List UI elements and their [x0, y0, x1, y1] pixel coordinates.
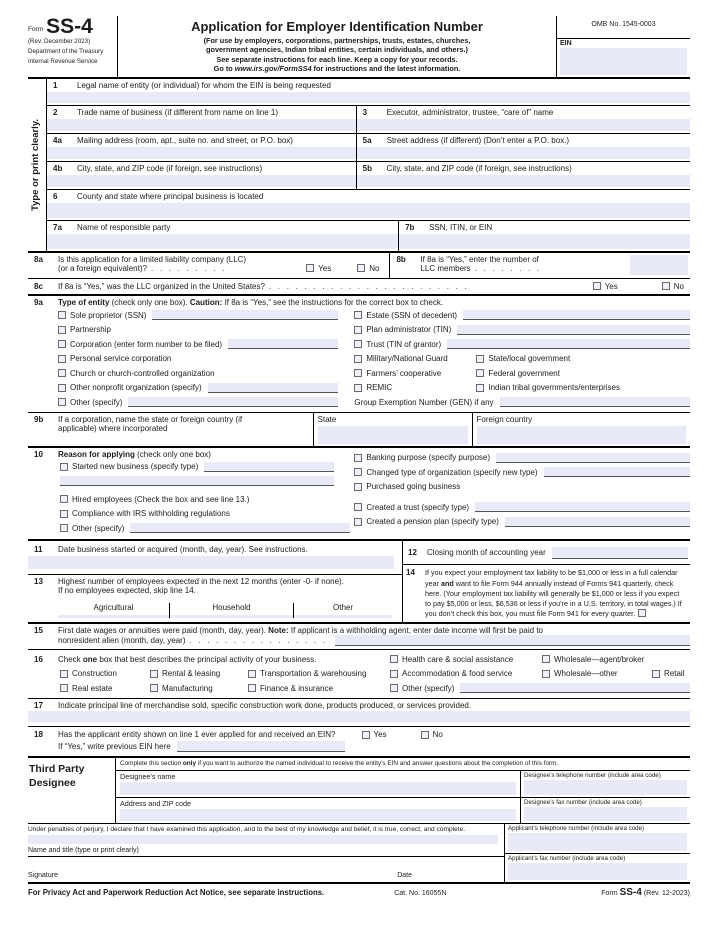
subtitle-line3: See separate instructions for each line. Keep a copy for your records.: [216, 54, 458, 64]
accommodation-food-checkbox[interactable]: [390, 670, 398, 678]
signature-label: Signature: [28, 872, 58, 880]
designee-section-title: Third Party Designee: [29, 763, 85, 789]
perjury-statement: Under penalties of perjury, I declare that I have examined this application, and to the best of my knowledge and belief, it is true, correct, and complete.: [28, 826, 466, 834]
other-nonprofit-checkbox[interactable]: [58, 384, 66, 392]
no-label: No: [369, 263, 380, 273]
plan-administrator-checkbox[interactable]: [354, 326, 362, 334]
applicant-phone-label: Applicant’s telephone number (include area code): [508, 825, 645, 833]
closing-month-input[interactable]: [552, 547, 688, 559]
created-trust-checkbox[interactable]: [354, 503, 362, 511]
manufacturing-checkbox[interactable]: [150, 684, 158, 692]
line-number: 9b: [34, 415, 44, 425]
street-address-input[interactable]: [357, 147, 690, 159]
other-entity-specify-input[interactable]: [128, 397, 338, 407]
line-11-label: Date business started or acquired (month, day, year). See instructions.: [58, 545, 308, 555]
line-5a-label: Street address (if different) (Don’t enter a P.O. box.): [386, 135, 570, 145]
designee-address-label: Address and ZIP code: [120, 799, 191, 809]
other-entity-checkbox[interactable]: [58, 398, 66, 406]
line-number: 11: [34, 545, 43, 555]
line-number: 5a: [362, 135, 372, 145]
corporation-form-number-input[interactable]: [228, 339, 338, 349]
farmers-cooperative-checkbox[interactable]: [354, 369, 362, 377]
signature-input[interactable]: [28, 857, 504, 872]
line-number: 8a: [34, 254, 43, 264]
llc-yes-checkbox[interactable]: [306, 264, 314, 272]
irs-withholding-compliance-checkbox[interactable]: [60, 510, 68, 518]
prior-ein-yes-checkbox[interactable]: [362, 731, 370, 739]
line-8b-label: If 8a is “Yes,” enter the number of: [420, 254, 539, 264]
gen-label: Group Exemption Number (GEN) if any: [354, 397, 494, 407]
first-wages-date-input[interactable]: [335, 635, 690, 646]
line-number: 18: [34, 730, 43, 740]
line-5b-label: City, state, and ZIP code (if foreign, see instructions): [386, 163, 572, 173]
llc-us-no-checkbox[interactable]: [662, 282, 670, 290]
line-number: 12: [408, 548, 417, 558]
trade-name-input[interactable]: [47, 119, 356, 131]
wholesale-agent-broker-checkbox[interactable]: [542, 655, 550, 663]
ein-label: EIN: [560, 40, 572, 47]
line-1-label: Legal name of entity (or individual) for whom the EIN is being requested: [77, 80, 331, 90]
line-number: 14: [406, 568, 415, 578]
real-estate-checkbox[interactable]: [60, 684, 68, 692]
trust-tin-input[interactable]: [447, 339, 690, 349]
line-11: [28, 541, 402, 575]
sole-proprietor-ssn-input[interactable]: [152, 310, 338, 320]
state-local-government-checkbox[interactable]: [476, 355, 484, 363]
omb-number: OMB No. 1545-0003: [591, 21, 656, 28]
personal-service-corp-checkbox[interactable]: [58, 355, 66, 363]
line-13-label2: If no employees expected, skip line 14.: [58, 586, 196, 596]
yes-label: Yes: [318, 263, 332, 273]
privacy-act-notice: For Privacy Act and Paperwork Reduction Act Notice, see separate instructions.: [28, 888, 325, 898]
form-word: Form: [28, 25, 44, 33]
other-nonprofit-specify-input[interactable]: [208, 383, 339, 393]
partnership-checkbox[interactable]: [58, 326, 66, 334]
dot-leader: . . . . . . . . . . . . . . . .: [189, 635, 326, 645]
line-18-label2: If “Yes,” write previous EIN here: [58, 742, 171, 752]
catalog-number: Cat. No. 16055N: [394, 890, 447, 898]
church-checkbox[interactable]: [58, 369, 66, 377]
applicant-phone-input[interactable]: [508, 833, 687, 851]
yes-label: Yes: [604, 281, 618, 291]
line-6-label: County and state where principal business is located: [77, 191, 264, 201]
military-national-guard-checkbox[interactable]: [354, 355, 362, 363]
designee-name-input[interactable]: [120, 782, 516, 795]
remic-checkbox[interactable]: [354, 384, 362, 392]
line-15-label: First date wages or annuities were paid (month, day, year). Note: If applicant is a withholding agent, enter date income will first be paid to: [58, 625, 543, 635]
other-reason-checkbox[interactable]: [60, 524, 68, 532]
trust-type-input[interactable]: [475, 502, 690, 512]
corporation-checkbox[interactable]: [58, 340, 66, 348]
trust-checkbox[interactable]: [354, 340, 362, 348]
designee-fax-input[interactable]: [524, 807, 687, 821]
line-13: [28, 575, 402, 621]
entity-type-title: Type of entity: [58, 297, 110, 307]
household-column-label: Household: [212, 603, 251, 613]
irs-url: www.irs.gov/FormSS4: [234, 64, 312, 74]
banking-purpose-input[interactable]: [496, 453, 690, 463]
entity-options-right: Estate (SSN of decedent) Plan administrator (TIN) Trust (TIN of grantor) Military/National Guard State/local government Farmers’ cooperative Federal government REMIC Indian tribal governments/enterprises Group Exemption Number (GEN) if any: [352, 308, 690, 410]
mailing-address-input[interactable]: [47, 147, 356, 159]
line-14-paragraph: If you expect your employment tax liability to be $1,000 or less in a full calendar year and want to file Form 944 annually instead of Forms 941 quarterly, check here. (Your employment tax liability will generally be $1,000 or less if you expect to pay $5,000 or less, $6,536 or less if you’re in a U.S. territory, in total wages.) If you don’t check this box, you must file Form 941 for every quarter.: [425, 568, 682, 618]
agency-label: Internal Revenue Service: [28, 57, 98, 65]
designee-address-input[interactable]: [120, 809, 516, 821]
purchased-business-checkbox[interactable]: [354, 483, 362, 491]
state-column-label: State: [317, 415, 337, 425]
other-activity-specify-input[interactable]: [460, 683, 690, 693]
ein-input[interactable]: [560, 48, 687, 75]
line-3-label: Executor, administrator, trustee, “care of” name: [386, 107, 554, 117]
form-number: SS-4: [46, 15, 93, 38]
line-6: [47, 190, 690, 221]
finance-insurance-checkbox[interactable]: [248, 684, 256, 692]
line-8c-label: If 8a is “Yes,” was the LLC organized in the United States?: [58, 281, 265, 291]
line-15-label2: nonresident alien (month, day, year): [58, 635, 186, 645]
dot-leader: . . . . . . . . .: [150, 263, 225, 273]
other-activity-checkbox[interactable]: [390, 684, 398, 692]
wholesale-other-checkbox[interactable]: [542, 670, 550, 678]
line-13-label: Highest number of employees expected in the next 12 months (enter -0- if none).: [58, 577, 344, 587]
retail-checkbox[interactable]: [652, 670, 660, 678]
form-footer: [28, 884, 690, 897]
caution-label: Caution:: [189, 297, 223, 307]
designee-name-row: [116, 771, 690, 797]
line-number: 10: [34, 450, 43, 460]
designee-address-row: [116, 797, 690, 823]
state-input[interactable]: [318, 426, 468, 444]
name-title-input[interactable]: [28, 835, 498, 844]
banking-purpose-checkbox[interactable]: [354, 454, 362, 462]
line-4a-5a: [47, 134, 690, 162]
ssn-itin-ein-input[interactable]: [399, 234, 690, 249]
llc-members-input[interactable]: [630, 255, 688, 275]
date-label: Date: [397, 872, 412, 880]
line-number: 2: [53, 107, 58, 117]
responsible-party-input[interactable]: [47, 234, 398, 249]
line-7a-7b: [47, 221, 690, 251]
dot-leader: . . . . . . . . . . . . . . . . . . . . . . .: [268, 281, 467, 291]
identity-section: [46, 79, 690, 251]
line-8b-label2: LLC members: [420, 263, 471, 273]
designee-fax-label: Designee’s fax number (include area code): [524, 799, 642, 807]
line-18-label: Has the applicant entity shown on line 1 ever applied for and received an EIN?: [58, 730, 336, 740]
third-party-designee-section: [28, 758, 690, 824]
line-14: [403, 565, 690, 621]
legal-name-input[interactable]: [47, 92, 690, 103]
no-label: No: [432, 730, 443, 740]
line-9b-label: If a corporation, name the state or foreign country (if applicable) where incorporated: [58, 415, 243, 434]
hired-employees-checkbox[interactable]: [60, 495, 68, 503]
line-4b-5b: [47, 162, 690, 190]
line-number: 13: [34, 577, 43, 587]
line-number: 6: [53, 191, 58, 201]
health-care-checkbox[interactable]: [390, 655, 398, 663]
footer-form-id: Form SS-4 (Rev. 12-2023): [601, 887, 690, 899]
lines-11-14: [28, 539, 690, 621]
line-8c: [28, 278, 690, 294]
subtitle-line1: (For use by employers, corporations, partnerships, trusts, estates, churches,: [203, 36, 471, 45]
line-10: 10 Reason for applying (check only one box) Started new business (specify type) Hired employees (Check the box and see line 13.) Compliance with IRS withholding regulations Other (specify) Banking purpose (specify purpose) Changed type of organization (specify new type) Purchased going business Created a trust (specify type) Created a pension plan (specify type): [28, 446, 690, 539]
line-18: [28, 726, 690, 758]
no-label: No: [673, 281, 684, 291]
line-number: 15: [34, 625, 43, 635]
pension-plan-type-input[interactable]: [505, 517, 690, 527]
line-9a: 9a Type of entity (check only one box). Caution: If 8a is “Yes,” see the instructions for the correct box to check. Sole proprietor (SSN) Partnership Corporation (enter form number to be filed) Personal service corporation Church or church-controlled organization Other nonprofit organization (specify) Other (specify) Estate (SSN of decedent) Plan administrator (TIN) Trust (TIN of grantor) Military/National Guard State/local government Farmers’ cooperative Federal government REMIC Indian tribal governments/enterprises Group Exemption Number (GEN) if any: [28, 294, 690, 413]
designee-phone-input[interactable]: [524, 780, 687, 795]
plan-administrator-tin-input[interactable]: [457, 325, 690, 335]
created-pension-plan-checkbox[interactable]: [354, 518, 362, 526]
form-revision: (Rev. December 2023): [28, 37, 91, 45]
agricultural-column-label: Agricultural: [93, 603, 134, 613]
changed-organization-checkbox[interactable]: [354, 468, 362, 476]
type-or-print-label: Type or print clearly.: [30, 118, 41, 211]
form-944-checkbox[interactable]: [638, 609, 646, 617]
page-title: Application for Employer Identification Number: [191, 19, 483, 34]
line-number: 8b: [396, 254, 406, 264]
line-number: 8c: [34, 281, 43, 291]
household-employees-input[interactable]: [170, 615, 293, 617]
goto-pre: Go to: [213, 64, 235, 74]
line-number: 5b: [362, 163, 372, 173]
rental-leasing-checkbox[interactable]: [150, 670, 158, 678]
line-17-label: Indicate principal line of merchandise sold, specific construction work done, products produced, or services provided.: [58, 701, 472, 711]
executor-name-input[interactable]: [357, 119, 690, 131]
line-8a-8b: [28, 251, 690, 278]
line-15: [28, 622, 690, 649]
line-number: 4b: [53, 163, 63, 173]
line-8a-label2: (or a foreign equivalent)?: [58, 263, 147, 273]
line-number: 4a: [53, 135, 62, 145]
line-number: 7a: [53, 222, 62, 232]
previous-ein-input[interactable]: [177, 741, 345, 752]
merchandise-line-input[interactable]: [28, 711, 690, 722]
subtitle-line2: government agencies, Indian tribal entities, certain individuals, and others.): [206, 45, 468, 55]
designee-phone-label: Designee’s telephone number (include area code): [524, 772, 661, 780]
form-title-block: [118, 16, 557, 77]
signature-section: [28, 824, 690, 884]
line-number: 17: [34, 701, 43, 711]
line-4b-label: City, state, and ZIP code (if foreign, see instructions): [77, 163, 263, 173]
line-number: 16: [34, 654, 43, 664]
line-1: [47, 79, 690, 106]
line-number: 9a: [34, 297, 43, 307]
line-number: 1: [53, 80, 58, 90]
applicant-fax-input[interactable]: [508, 863, 687, 881]
llc-us-yes-checkbox[interactable]: [593, 282, 601, 290]
line-7a-label: Name of responsible party: [77, 222, 171, 232]
line-7b-label: SSN, ITIN, or EIN: [429, 222, 493, 232]
designee-note: Complete this section only if you want to authorize the named individual to receive the entity’s EIN and answer questions about the completion of this form.: [116, 758, 690, 771]
line-2-label: Trade name of business (if different from name on line 1): [77, 107, 278, 117]
started-business-type-cont-input[interactable]: [60, 476, 334, 486]
started-new-business-checkbox[interactable]: [60, 463, 68, 471]
county-state-input[interactable]: [47, 203, 690, 218]
omb-ein-block: [557, 16, 690, 77]
line-9b: [28, 412, 690, 446]
applicant-fax-label: Applicant’s fax number (include area code): [508, 854, 626, 862]
entity-options-left: Sole proprietor (SSN) Partnership Corporation (enter form number to be filed) Personal service corporation Church or church-controlled organization Other nonprofit organization (specify) Other (specify): [28, 308, 352, 410]
other-employees-input[interactable]: [294, 615, 392, 617]
business-start-date-input[interactable]: [28, 556, 394, 569]
transportation-warehousing-checkbox[interactable]: [248, 670, 256, 678]
city-state-zip-street-input[interactable]: [357, 175, 690, 187]
name-title-label: Name and title (type or print clearly): [28, 844, 504, 857]
prior-ein-no-checkbox[interactable]: [421, 731, 429, 739]
federal-government-checkbox[interactable]: [476, 369, 484, 377]
city-state-zip-mailing-input[interactable]: [47, 175, 356, 187]
construction-checkbox[interactable]: [60, 670, 68, 678]
indian-tribal-checkbox[interactable]: [476, 384, 484, 392]
line-2-3: [47, 106, 690, 134]
llc-no-checkbox[interactable]: [357, 264, 365, 272]
form-id-block: [28, 16, 118, 77]
agricultural-employees-input[interactable]: [58, 615, 169, 617]
line-16-label: Check one box that best describes the principal activity of your business.: [58, 654, 317, 664]
line-number: 7b: [405, 222, 415, 232]
dot-leader: . . . . . . . .: [474, 263, 540, 273]
line-4a-label: Mailing address (room, apt., suite no. and street, or P.O. box): [77, 135, 293, 145]
designee-name-label: Designee’s name: [120, 772, 176, 782]
sole-proprietor-checkbox[interactable]: [58, 311, 66, 319]
other-reason-specify-input[interactable]: [130, 523, 350, 533]
gen-input[interactable]: [500, 397, 690, 407]
line-16: 16 Check one box that best describes the principal activity of your business. Health care & social assistance Wholesale—agent/broker Construction Rental & leasing Transportation & warehousing Accommodation & food service Wholesale—other Retail Real estate Manufacturing Finance & insurance Other (specify): [28, 649, 690, 699]
reason-title: Reason for applying: [58, 450, 135, 460]
estate-ssn-input[interactable]: [463, 310, 690, 320]
changed-type-input[interactable]: [544, 467, 690, 477]
department-label: Department of the Treasury: [28, 47, 104, 55]
yes-label: Yes: [373, 730, 387, 740]
line-8a-label: Is this application for a limited liability company (LLC): [58, 254, 247, 264]
foreign-country-input[interactable]: [477, 426, 686, 444]
form-header: [28, 16, 690, 79]
line-12: [403, 541, 690, 565]
line-17: [28, 698, 690, 726]
other-column-label: Other: [333, 603, 354, 613]
estate-checkbox[interactable]: [354, 311, 362, 319]
foreign-country-column-label: Foreign country: [476, 415, 533, 425]
line-12-label: Closing month of accounting year: [427, 548, 546, 558]
goto-post: for instructions and the latest information.: [311, 64, 461, 74]
started-business-type-input[interactable]: [204, 462, 334, 472]
line-number: 3: [362, 107, 368, 117]
